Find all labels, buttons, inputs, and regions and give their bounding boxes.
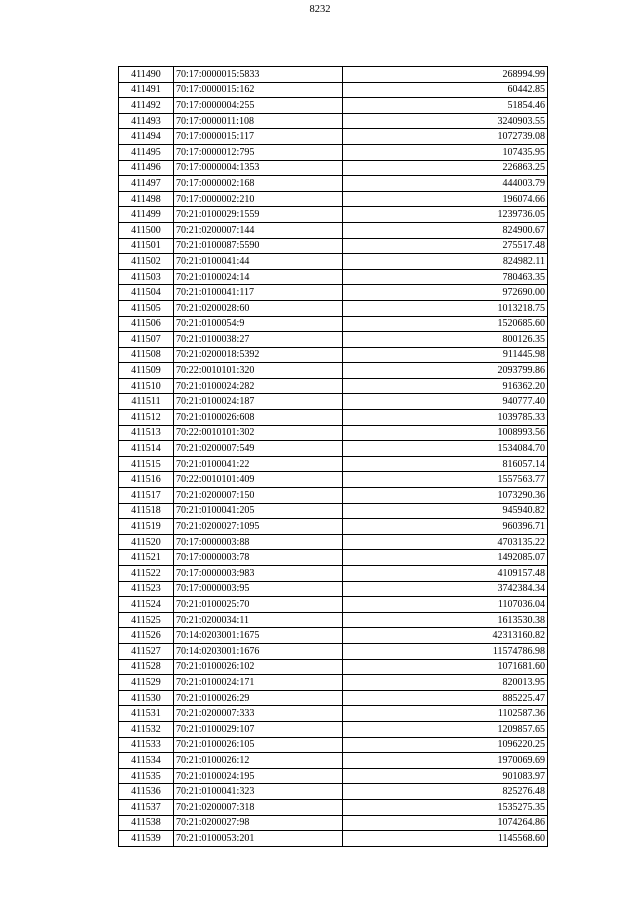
- cadastral-number-cell: 70:17:0000003:88: [174, 534, 343, 550]
- row-number-cell: 411512: [119, 410, 174, 426]
- table-row: [119, 519, 548, 535]
- row-number-cell: 411513: [119, 425, 174, 441]
- cadastral-number-cell: 70:14:0203001:1675: [174, 628, 343, 644]
- cadastral-number-cell: 70:21:0100026:12: [174, 753, 343, 769]
- cadastral-number-cell: 70:17:0000015:162: [174, 82, 343, 98]
- cadastral-number-cell: 70:21:0200007:318: [174, 799, 343, 815]
- cadastral-number-cell: 70:22:0010101:320: [174, 363, 343, 379]
- cadastral-value-cell: 226863.25: [343, 160, 548, 176]
- cadastral-number-cell: 70:17:0000003:78: [174, 550, 343, 566]
- cadastral-number-cell: 70:21:0100087:5590: [174, 238, 343, 254]
- cadastral-value-cell: 911445.98: [343, 347, 548, 363]
- cadastral-value-cell: 2093799.86: [343, 363, 548, 379]
- table-row: [119, 394, 548, 410]
- cadastral-value-cell: 1008993.56: [343, 425, 548, 441]
- cadastral-number-cell: 70:17:0000002:210: [174, 191, 343, 207]
- cadastral-value-cell: 800126.35: [343, 332, 548, 348]
- cadastral-number-cell: 70:22:0010101:302: [174, 425, 343, 441]
- cadastral-value-cell: 1107036.04: [343, 597, 548, 613]
- row-number-cell: 411529: [119, 675, 174, 691]
- cadastral-number-cell: 70:21:0200034:11: [174, 612, 343, 628]
- table-row: [119, 300, 548, 316]
- cadastral-number-cell: 70:21:0100024:187: [174, 394, 343, 410]
- table-row: [119, 98, 548, 114]
- row-number-cell: 411522: [119, 566, 174, 582]
- cadastral-number-cell: 70:21:0100041:205: [174, 503, 343, 519]
- cadastral-value-cell: 1102587.36: [343, 706, 548, 722]
- cadastral-number-cell: 70:17:0000015:5833: [174, 67, 343, 83]
- table-row: [119, 706, 548, 722]
- cadastral-number-cell: 70:21:0100041:117: [174, 285, 343, 301]
- cadastral-value-cell: 885225.47: [343, 690, 548, 706]
- table-row: [119, 410, 548, 426]
- cadastral-value-cell: 60442.85: [343, 82, 548, 98]
- cadastral-value-cell: 960396.71: [343, 519, 548, 535]
- cadastral-number-cell: 70:21:0100041:22: [174, 456, 343, 472]
- table-row: [119, 191, 548, 207]
- cadastral-value-cell: 940777.40: [343, 394, 548, 410]
- row-number-cell: 411523: [119, 581, 174, 597]
- cadastral-number-cell: 70:17:0000012:795: [174, 144, 343, 160]
- table-row: [119, 254, 548, 270]
- row-number-cell: 411490: [119, 67, 174, 83]
- cadastral-value-cell: 1071681.60: [343, 659, 548, 675]
- cadastral-value-cell: 901083.97: [343, 768, 548, 784]
- cadastral-value-cell: 51854.46: [343, 98, 548, 114]
- cadastral-number-cell: 70:14:0203001:1676: [174, 643, 343, 659]
- table-row: [119, 503, 548, 519]
- row-number-cell: 411510: [119, 378, 174, 394]
- row-number-cell: 411491: [119, 82, 174, 98]
- row-number-cell: 411536: [119, 784, 174, 800]
- row-number-cell: 411505: [119, 300, 174, 316]
- cadastral-number-cell: 70:21:0200018:5392: [174, 347, 343, 363]
- table-row: [119, 378, 548, 394]
- cadastral-number-cell: 70:17:0000003:95: [174, 581, 343, 597]
- row-number-cell: 411537: [119, 799, 174, 815]
- row-number-cell: 411519: [119, 519, 174, 535]
- table-row: [119, 363, 548, 379]
- cadastral-number-cell: 70:21:0200027:98: [174, 815, 343, 831]
- cadastral-value-cell: 1239736.05: [343, 207, 548, 223]
- row-number-cell: 411528: [119, 659, 174, 675]
- row-number-cell: 411507: [119, 332, 174, 348]
- table-row: [119, 472, 548, 488]
- row-number-cell: 411530: [119, 690, 174, 706]
- cadastral-value-cell: 824982.11: [343, 254, 548, 270]
- table-row: [119, 581, 548, 597]
- cadastral-number-cell: 70:21:0200007:549: [174, 441, 343, 457]
- table-row: [119, 737, 548, 753]
- cadastral-value-cell: 444003.79: [343, 176, 548, 192]
- cadastral-value-cell: 42313160.82: [343, 628, 548, 644]
- row-number-cell: 411526: [119, 628, 174, 644]
- table-row: [119, 113, 548, 129]
- row-number-cell: 411531: [119, 706, 174, 722]
- table-row: [119, 144, 548, 160]
- row-number-cell: 411516: [119, 472, 174, 488]
- row-number-cell: 411525: [119, 612, 174, 628]
- cadastral-value-cell: 268994.99: [343, 67, 548, 83]
- cadastral-number-cell: 70:21:0100026:102: [174, 659, 343, 675]
- cadastral-value-cell: 275517.48: [343, 238, 548, 254]
- table-body: [119, 67, 548, 847]
- row-number-cell: 411515: [119, 456, 174, 472]
- cadastral-number-cell: 70:21:0100041:323: [174, 784, 343, 800]
- cadastral-value-cell: 3240903.55: [343, 113, 548, 129]
- cadastral-value-cell: 1096220.25: [343, 737, 548, 753]
- cadastral-number-cell: 70:21:0100024:282: [174, 378, 343, 394]
- cadastral-value-cell: 1970069.69: [343, 753, 548, 769]
- cadastral-number-cell: 70:17:0000011:108: [174, 113, 343, 129]
- cadastral-value-cell: 945940.82: [343, 503, 548, 519]
- row-number-cell: 411495: [119, 144, 174, 160]
- cadastral-value-cell: 196074.66: [343, 191, 548, 207]
- cadastral-value-cell: 1039785.33: [343, 410, 548, 426]
- row-number-cell: 411527: [119, 643, 174, 659]
- row-number-cell: 411501: [119, 238, 174, 254]
- row-number-cell: 411504: [119, 285, 174, 301]
- cadastral-number-cell: 70:21:0100041:44: [174, 254, 343, 270]
- cadastral-value-cell: 1074264.86: [343, 815, 548, 831]
- cadastral-number-cell: 70:21:0100038:27: [174, 332, 343, 348]
- table-row: [119, 488, 548, 504]
- cadastral-number-cell: 70:21:0100026:105: [174, 737, 343, 753]
- cadastral-value-cell: 1145568.60: [343, 831, 548, 847]
- row-number-cell: 411496: [119, 160, 174, 176]
- cadastral-number-cell: 70:17:0000004:255: [174, 98, 343, 114]
- row-number-cell: 411518: [119, 503, 174, 519]
- row-number-cell: 411500: [119, 222, 174, 238]
- table-row: [119, 534, 548, 550]
- row-number-cell: 411539: [119, 831, 174, 847]
- row-number-cell: 411534: [119, 753, 174, 769]
- cadastral-number-cell: 70:22:0010101:409: [174, 472, 343, 488]
- cadastral-number-cell: 70:21:0200007:333: [174, 706, 343, 722]
- cadastral-value-cell: 1492085.07: [343, 550, 548, 566]
- table-row: [119, 456, 548, 472]
- table-row: [119, 690, 548, 706]
- table-row: [119, 285, 548, 301]
- cadastral-value-cell: 1013218.75: [343, 300, 548, 316]
- cadastral-number-cell: 70:21:0100029:1559: [174, 207, 343, 223]
- cadastral-number-cell: 70:21:0100025:70: [174, 597, 343, 613]
- cadastral-number-cell: 70:21:0100024:14: [174, 269, 343, 285]
- row-number-cell: 411506: [119, 316, 174, 332]
- cadastral-value-cell: 825276.48: [343, 784, 548, 800]
- cadastral-number-cell: 70:21:0100029:107: [174, 721, 343, 737]
- cadastral-number-cell: 70:21:0100053:201: [174, 831, 343, 847]
- row-number-cell: 411492: [119, 98, 174, 114]
- table-row: [119, 566, 548, 582]
- table-row: [119, 332, 548, 348]
- table-row: [119, 643, 548, 659]
- table-row: [119, 269, 548, 285]
- table-row: [119, 768, 548, 784]
- cadastral-value-cell: 916362.20: [343, 378, 548, 394]
- cadastral-number-cell: 70:21:0200007:144: [174, 222, 343, 238]
- row-number-cell: 411535: [119, 768, 174, 784]
- row-number-cell: 411511: [119, 394, 174, 410]
- table-row: [119, 753, 548, 769]
- table-row: [119, 815, 548, 831]
- cadastral-value-cell: 1520685.60: [343, 316, 548, 332]
- cadastral-number-cell: 70:21:0200007:150: [174, 488, 343, 504]
- table-row: [119, 67, 548, 83]
- cadastral-value-cell: 1613530.38: [343, 612, 548, 628]
- table-row: [119, 207, 548, 223]
- cadastral-number-cell: 70:17:0000004:1353: [174, 160, 343, 176]
- cadastral-value-cell: 824900.67: [343, 222, 548, 238]
- table-row: [119, 316, 548, 332]
- cadastral-number-cell: 70:21:0200028:60: [174, 300, 343, 316]
- table-row: [119, 129, 548, 145]
- row-number-cell: 411514: [119, 441, 174, 457]
- cadastral-number-cell: 70:17:0000002:168: [174, 176, 343, 192]
- table-row: [119, 222, 548, 238]
- row-number-cell: 411521: [119, 550, 174, 566]
- cadastral-number-cell: 70:21:0100024:195: [174, 768, 343, 784]
- cadastral-value-cell: 1209857.65: [343, 721, 548, 737]
- cadastral-number-cell: 70:21:0100026:608: [174, 410, 343, 426]
- row-number-cell: 411508: [119, 347, 174, 363]
- row-number-cell: 411497: [119, 176, 174, 192]
- cadastral-value-cell: 820013.95: [343, 675, 548, 691]
- table-row: [119, 160, 548, 176]
- row-number-cell: 411533: [119, 737, 174, 753]
- table-row: [119, 82, 548, 98]
- table-row: [119, 176, 548, 192]
- cadastral-number-cell: 70:21:0100024:171: [174, 675, 343, 691]
- row-number-cell: 411517: [119, 488, 174, 504]
- table-row: [119, 628, 548, 644]
- cadastral-value-cell: 780463.35: [343, 269, 548, 285]
- table-row: [119, 597, 548, 613]
- table-row: [119, 550, 548, 566]
- table-row: [119, 831, 548, 847]
- cadastral-value-cell: 972690.00: [343, 285, 548, 301]
- cadastral-value-cell: 1534084.70: [343, 441, 548, 457]
- table-row: [119, 238, 548, 254]
- cadastral-value-table: [118, 66, 548, 847]
- table-row: [119, 347, 548, 363]
- table-row: [119, 784, 548, 800]
- row-number-cell: 411524: [119, 597, 174, 613]
- cadastral-value-cell: 11574786.98: [343, 643, 548, 659]
- table-row: [119, 441, 548, 457]
- table-row: [119, 721, 548, 737]
- table-row: [119, 799, 548, 815]
- cadastral-number-cell: 70:17:0000003:983: [174, 566, 343, 582]
- cadastral-value-cell: 816057.14: [343, 456, 548, 472]
- table-row: [119, 659, 548, 675]
- cadastral-number-cell: 70:21:0100026:29: [174, 690, 343, 706]
- row-number-cell: 411503: [119, 269, 174, 285]
- cadastral-value-cell: 107435.95: [343, 144, 548, 160]
- cadastral-number-cell: 70:17:0000015:117: [174, 129, 343, 145]
- row-number-cell: 411494: [119, 129, 174, 145]
- cadastral-number-cell: 70:21:0200027:1095: [174, 519, 343, 535]
- cadastral-value-cell: 1557563.77: [343, 472, 548, 488]
- page-number: 8232: [309, 4, 331, 15]
- table-row: [119, 425, 548, 441]
- cadastral-value-cell: 4109157.48: [343, 566, 548, 582]
- cadastral-value-cell: 1073290.36: [343, 488, 548, 504]
- cadastral-number-cell: 70:21:0100054:9: [174, 316, 343, 332]
- row-number-cell: 411538: [119, 815, 174, 831]
- cadastral-value-cell: 3742384.34: [343, 581, 548, 597]
- row-number-cell: 411520: [119, 534, 174, 550]
- row-number-cell: 411498: [119, 191, 174, 207]
- cadastral-value-cell: 4703135.22: [343, 534, 548, 550]
- table-row: [119, 675, 548, 691]
- row-number-cell: 411509: [119, 363, 174, 379]
- cadastral-value-cell: 1535275.35: [343, 799, 548, 815]
- row-number-cell: 411532: [119, 721, 174, 737]
- row-number-cell: 411493: [119, 113, 174, 129]
- row-number-cell: 411499: [119, 207, 174, 223]
- row-number-cell: 411502: [119, 254, 174, 270]
- table-row: [119, 612, 548, 628]
- cadastral-value-cell: 1072739.08: [343, 129, 548, 145]
